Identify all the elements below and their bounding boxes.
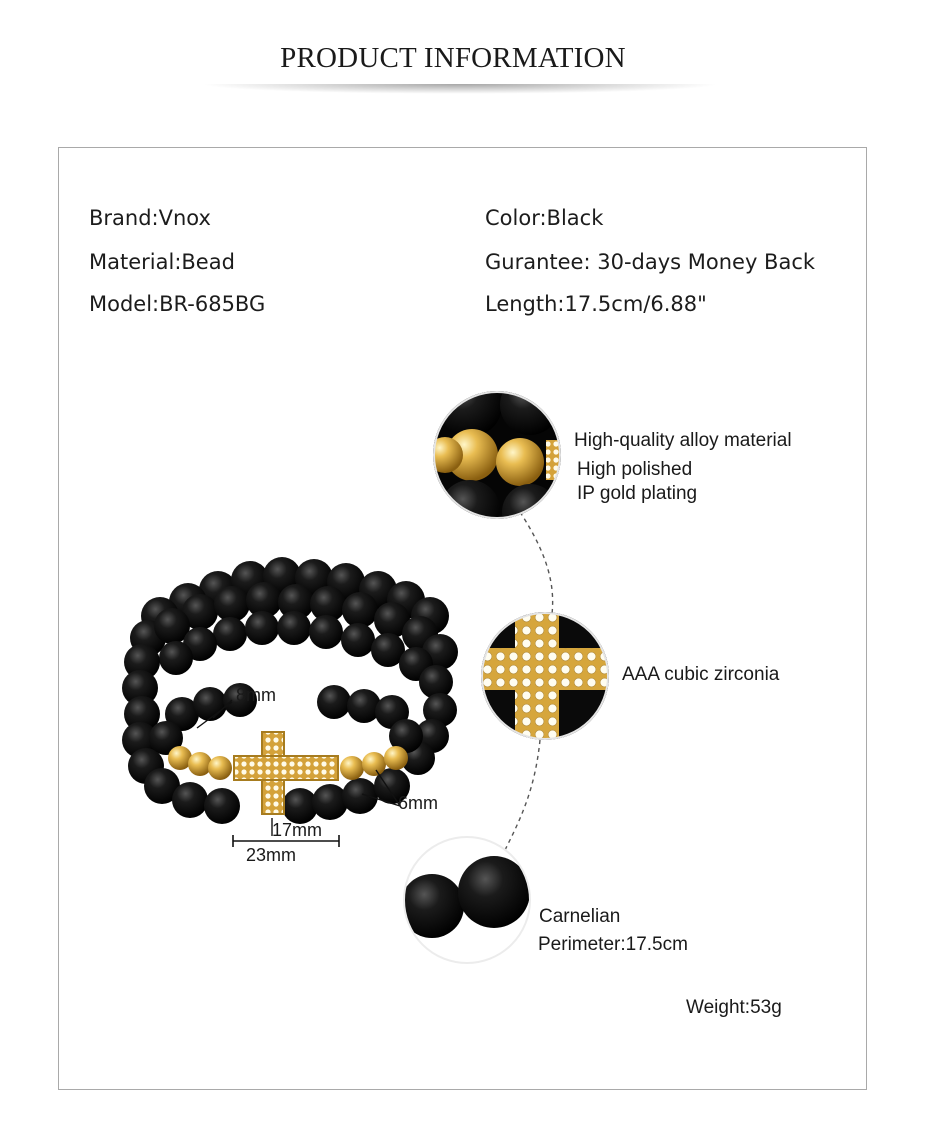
page-title: PRODUCT INFORMATION bbox=[280, 42, 626, 74]
dim-cross-height: 17mm bbox=[272, 820, 323, 840]
callout-alloy-line3: IP gold plating bbox=[577, 483, 698, 504]
spec-material: Material:Bead bbox=[89, 250, 235, 274]
callout-zirconia: AAA cubic zirconia bbox=[622, 664, 780, 685]
detail-alloy bbox=[427, 373, 570, 540]
spec-color: Color:Black bbox=[485, 206, 604, 230]
dim-cross-width: 23mm bbox=[246, 845, 297, 865]
callout-stone-line1: Carnelian bbox=[539, 906, 621, 927]
connector-bottom bbox=[505, 740, 540, 850]
dim-bead-large: 8mm bbox=[236, 685, 276, 705]
weight-label: Weight:53g bbox=[686, 997, 782, 1018]
connector-top bbox=[520, 512, 553, 614]
detail-zirconia bbox=[478, 608, 610, 748]
callout-stone-line2: Perimeter:17.5cm bbox=[538, 934, 688, 955]
callout-alloy-line2: High polished bbox=[577, 459, 693, 480]
spec-guarantee: Gurantee: 30-days Money Back bbox=[485, 250, 816, 274]
spec-brand: Brand:Vnox bbox=[89, 206, 211, 230]
callout-alloy-line1: High-quality alloy material bbox=[574, 430, 792, 451]
spec-model: Model:BR-685BG bbox=[89, 292, 266, 316]
detail-stone bbox=[400, 836, 531, 964]
dim-bead-small: 6mm bbox=[398, 793, 438, 813]
spec-length: Length:17.5cm/6.88" bbox=[485, 292, 707, 316]
